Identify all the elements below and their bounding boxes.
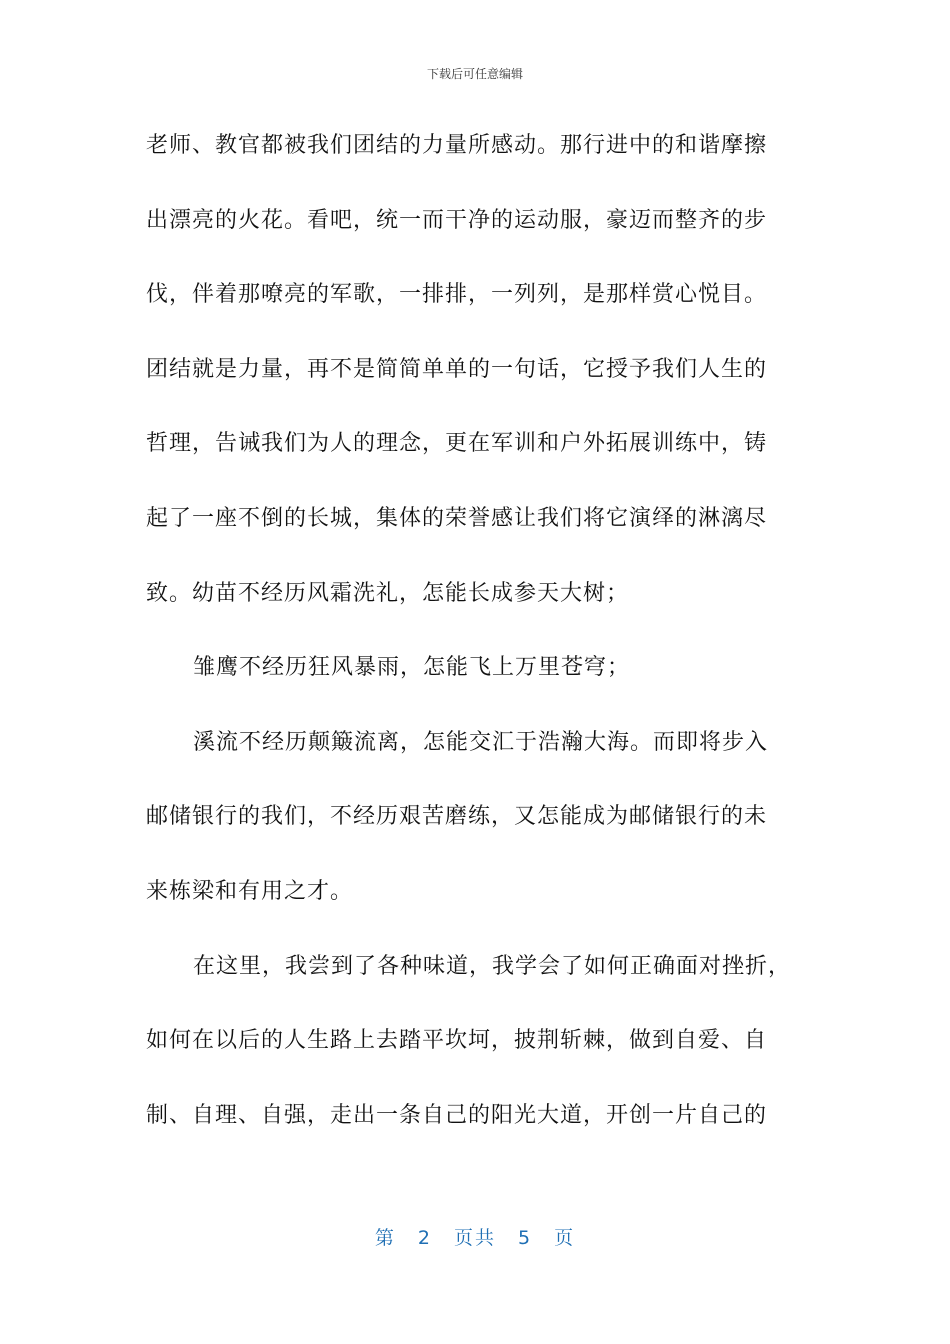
text-line: 伐，伴着那嘹亮的军歌，一排排，一列列，是那样赏心悦目。: [146, 282, 768, 308]
text-line: 起了一座不倒的长城，集体的荣誉感让我们将它演绎的淋漓尽: [146, 505, 768, 531]
text-line: 溪流不经历颠簸流离，怎能交汇于浩瀚大海。而即将步入: [193, 729, 769, 755]
text-line: 邮储银行的我们，不经历艰苦磨练，又怎能成为邮储银行的未: [146, 804, 768, 830]
text-line: 老师、教官都被我们团结的力量所感动。那行进中的和谐摩擦: [146, 133, 768, 158]
text-line: 雏鹰不经历狂风暴雨，怎能飞上万里苍穹；: [193, 655, 631, 681]
page-number-footer: 第 2 页共 5 页: [374, 1227, 576, 1249]
text-line: 致。幼苗不经历风霜洗礼，怎能长成参天大树；: [146, 580, 630, 606]
text-line: 如何在以后的人生路上去踏平坎坷，披荆斩棘，做到自爱、自: [146, 1028, 768, 1054]
text-line: 在这里，我尝到了各种味道，我学会了如何正确面对挫折，: [193, 953, 792, 979]
text-line: 团结就是力量，再不是简简单单的一句话，它授予我们人生的: [146, 356, 768, 382]
document-body: [146, 120, 806, 1164]
page-header: 下载后可任意编辑: [426, 67, 523, 81]
text-line: 来栋梁和有用之才。: [146, 878, 354, 904]
text-line: 哲理，告诫我们为人的理念，更在军训和户外拓展训练中，铸: [146, 431, 768, 457]
text-line: 制、自理、自强，走出一条自己的阳光大道，开创一片自己的: [146, 1102, 768, 1128]
text-line: 出漂亮的火花。看吧，统一而干净的运动服，豪迈而整齐的步: [146, 207, 768, 233]
